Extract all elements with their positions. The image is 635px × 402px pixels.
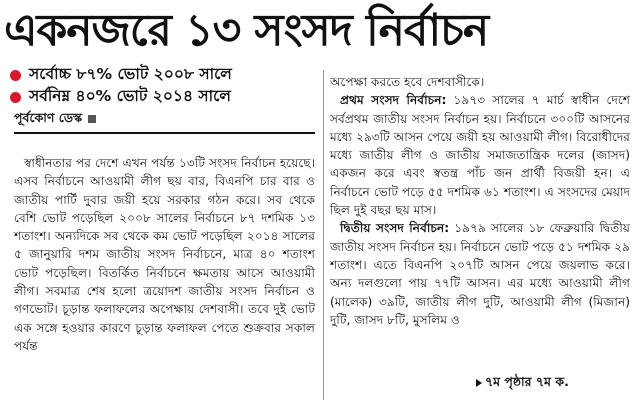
- highlight-text: সর্বোচ্চ ৮৭% ভোট ২০০৮ সালে: [29, 65, 232, 83]
- continued-note[interactable]: [476, 374, 569, 394]
- section-heading: দ্বিতীয় সংসদ নির্বাচন:: [340, 221, 450, 236]
- square-icon: [88, 115, 96, 123]
- highlight-item: [10, 64, 330, 86]
- highlights-list: [10, 64, 330, 108]
- column-divider: [323, 70, 324, 400]
- section-second-election: [330, 219, 630, 329]
- section-first-election: [330, 91, 630, 219]
- body-paragraph: অপেক্ষা করতে হবে দেশবাসীকে।: [330, 75, 485, 89]
- article-column-right: [330, 73, 630, 329]
- desk-label: পূর্বকোণ ডেস্ক: [14, 110, 83, 125]
- highlight-item: [10, 86, 330, 108]
- byline: [14, 110, 96, 130]
- headline: একনজরে ১৩ সংসদ নির্বাচন: [4, 5, 489, 56]
- section-heading: প্রথম সংসদ নির্বাচন:: [340, 93, 447, 108]
- section-body: ১৯৭৩ সালের ৭ মার্চ স্বাধীন দেশে সর্বপ্রথম জাতীয় সংসদ নির্বাচন হয়। নির্বাচনে ৩০০টি আসনের মধ্যে ২৯৩টি আসন পেয়ে জয়ী হয় আওয়ামী লীগ। বিরোধীদের মধ্যে জাতীয় লীগ ও জাতীয় সমাজতান্ত্রিক দলের (জাসদ) একজন করে এবং স্বতন্ত্র পাঁচ জন প্রার্থী বিজয়ী হন। এ নির্বাচনে ভোট পড়ে ৫৫ দশমিক ৬১ শতাংশ। এ সংসদের মেয়াদ ছিল দুই বছর ছয় মাস।: [330, 93, 630, 218]
- highlight-text: সর্বনিম্ন ৪০% ভোট ২০১৪ সালে: [29, 87, 231, 105]
- body-paragraph: স্বাধীনতার পর দেশে এখন পর্যন্ত ১৩টি সংসদ নির্বাচন হয়েছে। এসব নির্বাচনে আওয়ামী লীগ ছয় বার, বিএনপি চার বার ও জাতীয় পার্টি দুবার জয়ী হয়ে সরকার গঠন করে। সব থেকে বেশি ভোট পড়েছিল ২০০৮ সালের নির্বাচনে ৮৭ দশমিক ১৩ শতাংশ। অন্যদিকে সব থেকে কম ভোট পড়েছিল ২০১৪ সালের ৫ জানুয়ারি দশম জাতীয় সংসদ নির্বাচনে, মাত্র ৪০ শতাংশ ভোট পড়েছিল। বিতর্কিত নির্বাচনে ক্ষমতায় আসে আওয়ামী লীগ। সবমাত্র শেষ হলো ত্রয়োদশ জাতীয় সংসদ নির্বাচন ও গণভোট। চূড়ান্ত ফলাফলের অপেক্ষায় দেশবাসী। তবে দুই ভোট এক সঙ্গে হওয়ার কারণে চূড়ান্ত ফলাফল পেতে শুক্রবার সকাল পর্যন্ত: [14, 156, 315, 353]
- red-bullet-icon: [10, 92, 21, 103]
- continued-label[interactable]: ৭ম পৃষ্ঠার ৭ম ক.: [485, 374, 569, 389]
- article-column-left: [14, 154, 315, 355]
- byline-divider: [14, 132, 315, 134]
- arrow-right-icon: [476, 379, 482, 387]
- red-bullet-icon: [10, 70, 21, 81]
- section-body: ১৯৭৯ সালের ১৮ ফেব্রুয়ারি দ্বিতীয় জাতীয় সংসদ নির্বাচন হয়। নির্বাচনে ভোট পড়ে ৫১ দশমিক ২৯ শতাংশ। এতে বিএনপি ২০৭টি আসন পেয়ে জয়লাভ করে। অন্য দলগুলো পায় ৭৭টি আসন। এর মধ্যে আওয়ামী লীগ (মালেক) ৩৯টি, জাতীয় লীগ দুটি, আওয়ামী লীগ (মিজান) দুটি, জাসদ ৮টি, মুসলিম ও: [330, 221, 630, 327]
